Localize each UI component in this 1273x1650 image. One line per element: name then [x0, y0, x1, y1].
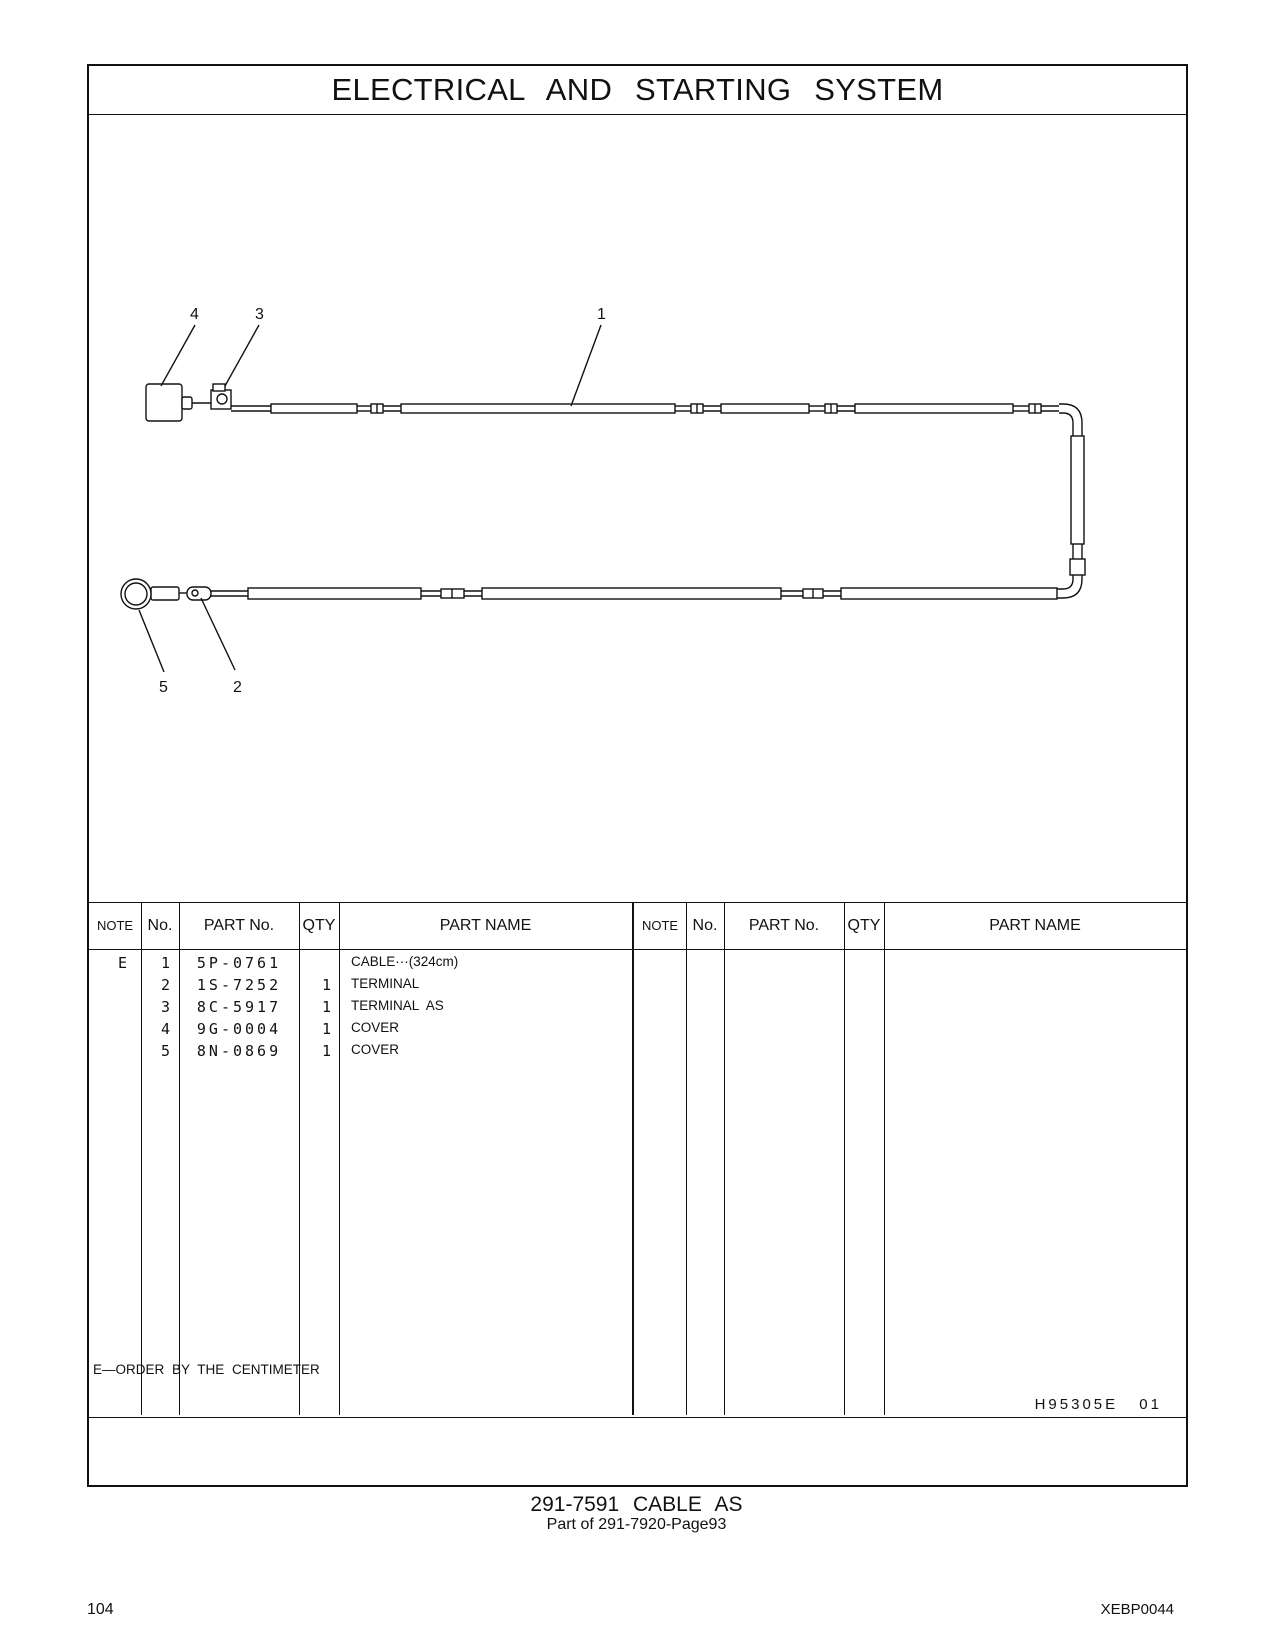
- terminal-3-shape: [211, 390, 231, 409]
- caption-title: 291-7591 CABLE AS: [530, 1493, 743, 1516]
- callout-4: 4: [190, 306, 199, 323]
- row-part-name: COVER: [351, 1042, 400, 1057]
- col-name-right: PART NAME: [989, 917, 1081, 934]
- table-header: [89, 903, 1186, 950]
- col-qty-left: QTY: [302, 917, 336, 934]
- row-qty: 1: [321, 1042, 331, 1060]
- col-partno-left: PART No.: [203, 917, 275, 934]
- footnote: E—ORDER BY THE CENTIMETER: [93, 1362, 320, 1377]
- row-part-no: 5P-0761: [196, 954, 282, 972]
- row-no: 5: [160, 1042, 170, 1060]
- col-name-left: PART NAME: [439, 917, 532, 934]
- col-qty-right: QTY: [847, 917, 881, 934]
- cable-illustration: [89, 114, 1186, 902]
- callout-3: 3: [255, 306, 264, 323]
- col-partno-right: PART No.: [748, 917, 820, 934]
- col-no-right: No.: [692, 917, 718, 934]
- table-row: [89, 973, 1186, 996]
- row-part-name: TERMINAL AS: [351, 998, 444, 1013]
- page-title: ELECTRICAL AND STARTING SYSTEM: [89, 66, 1186, 115]
- row-no: 1: [160, 954, 170, 972]
- row-part-name: COVER: [351, 1020, 400, 1035]
- parts-table: [89, 902, 1186, 1418]
- caption-subtitle: Part of 291-7920-Page93: [546, 1516, 727, 1533]
- row-qty: 1: [321, 998, 331, 1016]
- row-part-no: 8N-0869: [196, 1042, 282, 1060]
- row-part-no: 1S-7252: [196, 976, 282, 994]
- col-note-left: NOTE: [96, 918, 134, 933]
- row-part-no: 8C-5917: [196, 998, 282, 1016]
- row-note: E: [117, 954, 127, 972]
- table-row: [89, 951, 1186, 974]
- table-row: [89, 1039, 1186, 1062]
- row-part-name: TERMINAL: [351, 976, 420, 991]
- callout-2: 2: [233, 679, 242, 696]
- illustration-code: H95305E 01: [1034, 1396, 1162, 1413]
- col-no-left: No.: [147, 917, 173, 934]
- col-note-right: NOTE: [641, 918, 679, 933]
- row-part-no: 9G-0004: [196, 1020, 282, 1038]
- callout-5: 5: [159, 679, 168, 696]
- row-part-name: CABLE···(324cm): [351, 954, 459, 969]
- terminal-2-shape: [187, 587, 211, 600]
- cover-4-stub: [182, 397, 192, 409]
- row-qty: 1: [321, 1020, 331, 1038]
- row-no: 4: [160, 1020, 170, 1038]
- cover-4-shape: [146, 384, 182, 421]
- document-code: XEBP0044: [1100, 1601, 1174, 1618]
- row-no: 2: [160, 976, 170, 994]
- row-qty: 1: [321, 976, 331, 994]
- parts-sheet-frame: [87, 64, 1188, 1487]
- row-no: 3: [160, 998, 170, 1016]
- table-row: [89, 995, 1186, 1018]
- callout-1: 1: [597, 306, 606, 323]
- page-number: 104: [87, 1601, 114, 1618]
- table-row: [89, 1017, 1186, 1040]
- cable-diagram-svg: [89, 114, 1186, 902]
